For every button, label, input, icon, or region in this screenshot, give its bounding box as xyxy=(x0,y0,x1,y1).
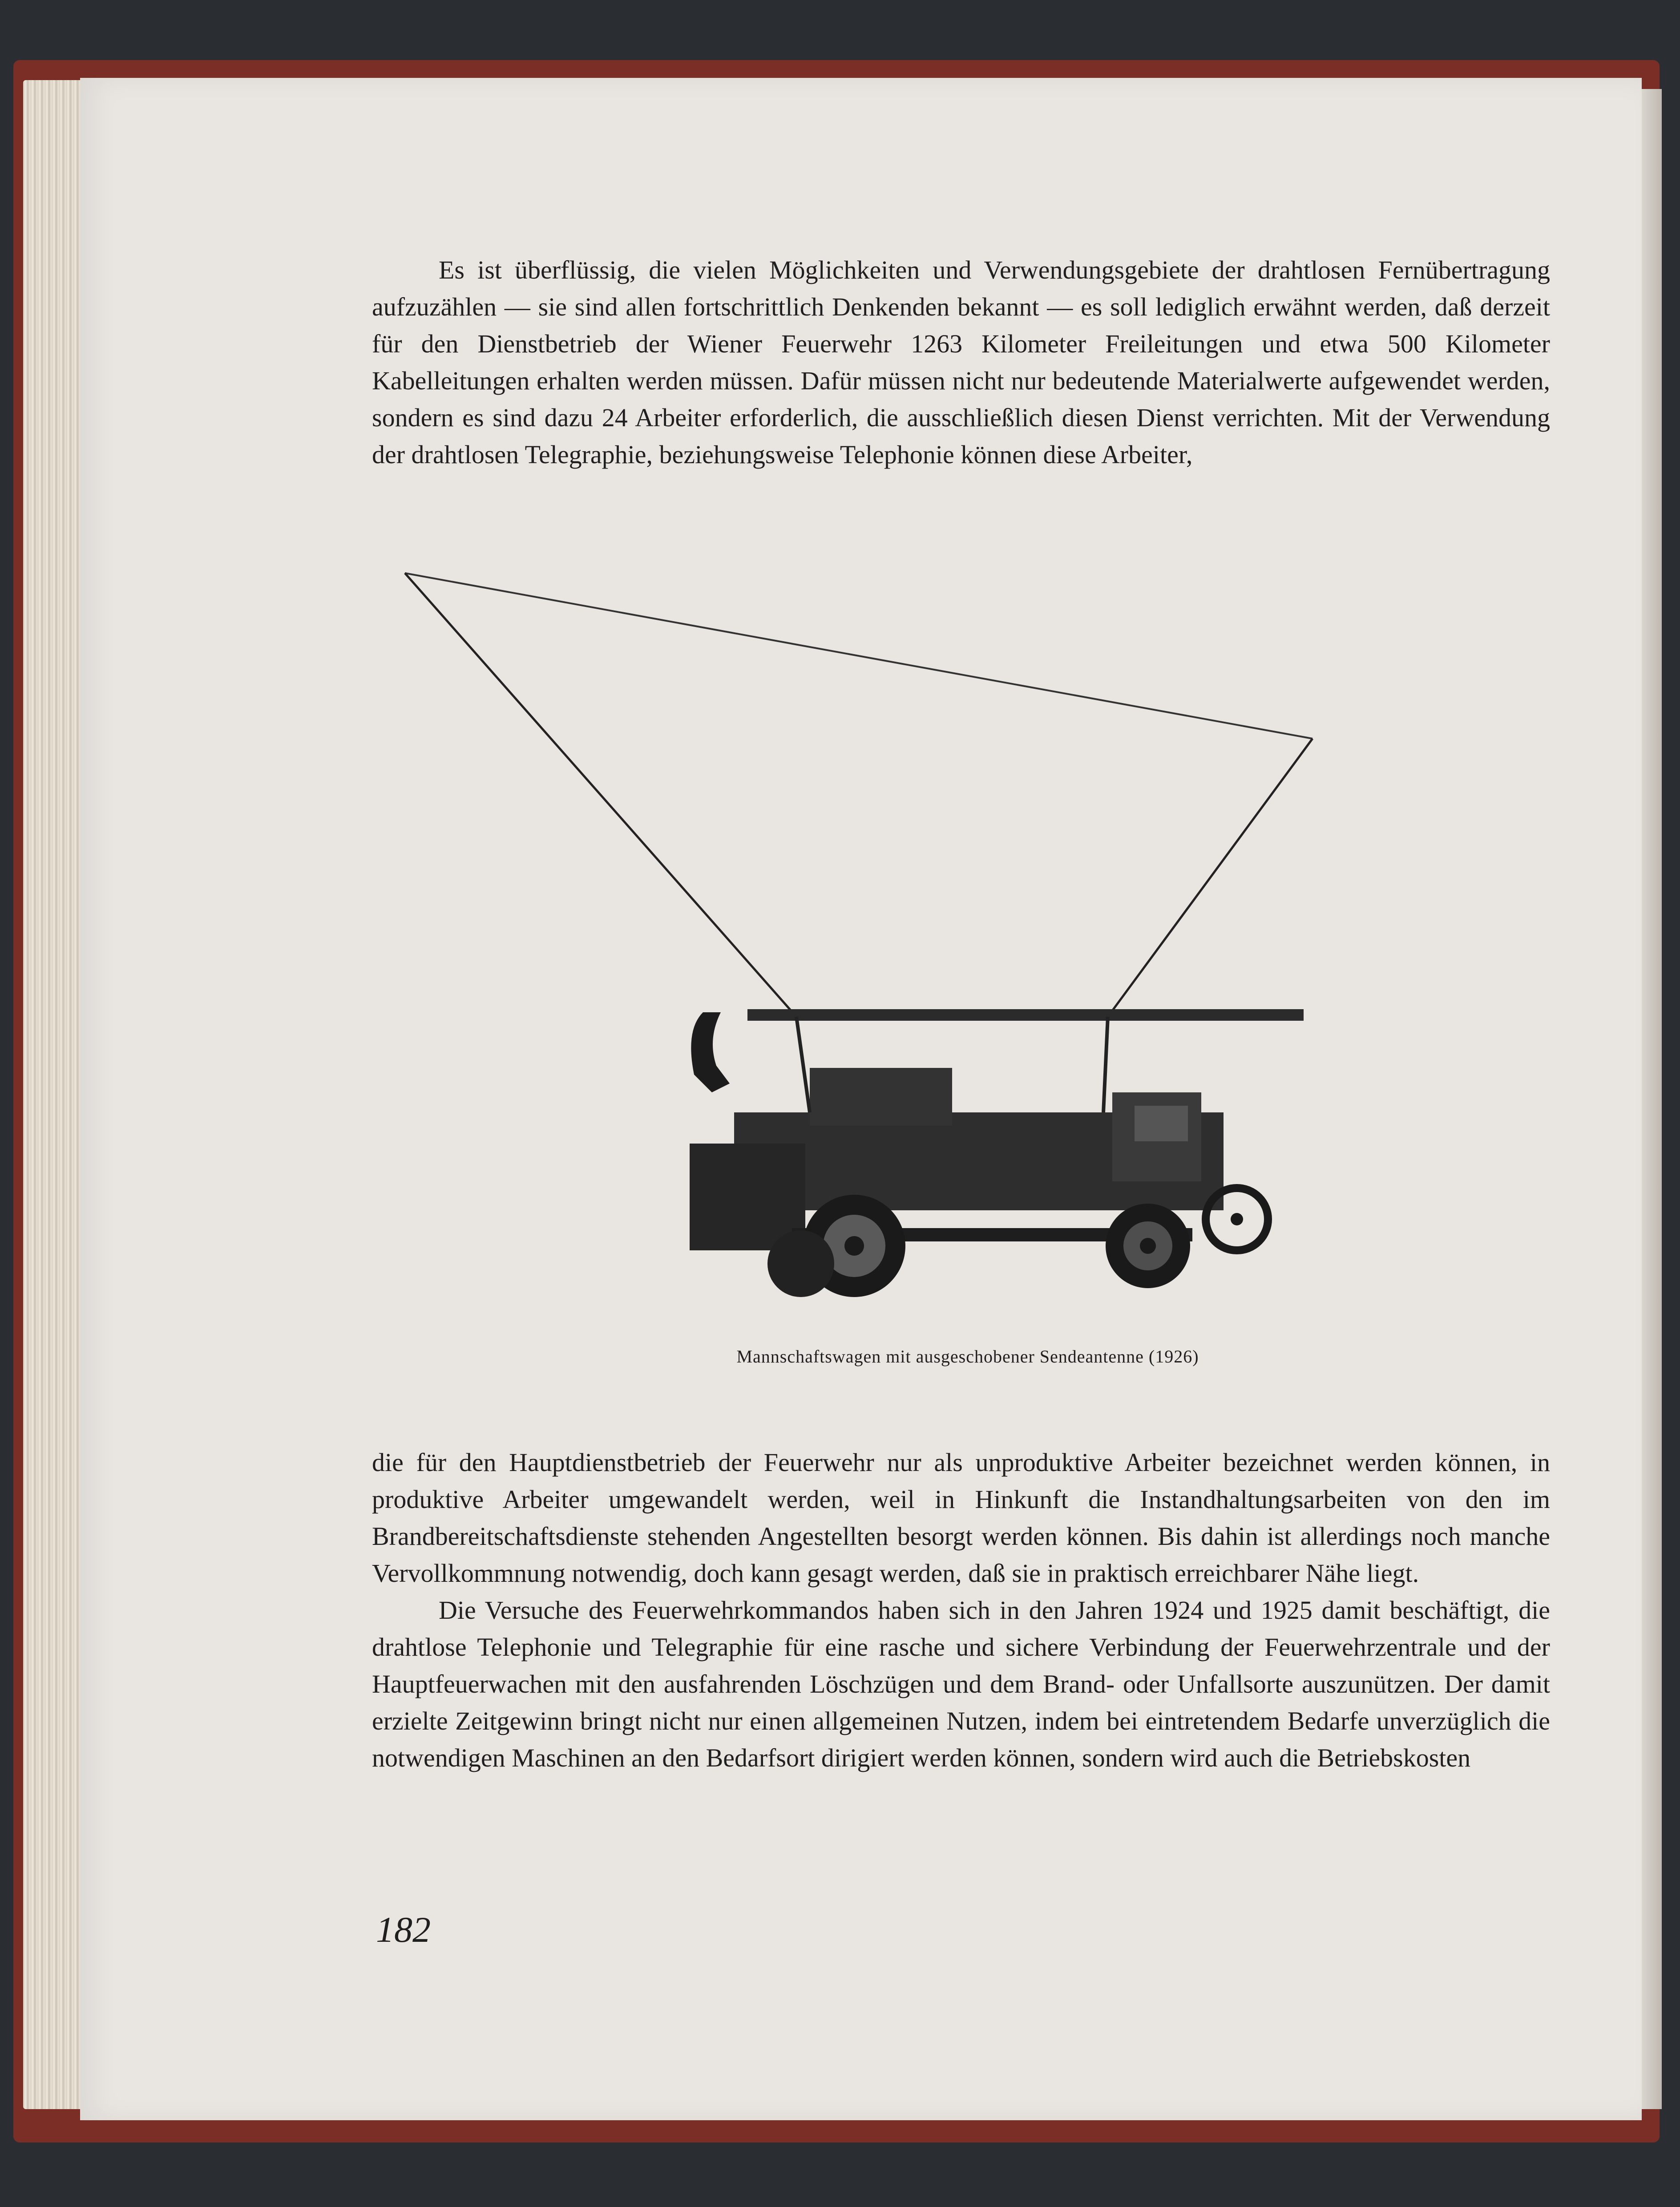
antenna-right-mast xyxy=(1108,739,1312,1017)
truck-front-post xyxy=(1103,1017,1108,1112)
page-right-edge xyxy=(1642,89,1662,2109)
paragraph-bottom: Die Versuche des Feuerwehrkommandos haben sich in den Jahren 1924 und 1925 damit beschäftigt, die drahtlose Telephonie und Telegraphie für eine rasche und sichere Verbindung der Feuerwehrzentrale und der Hauptfeuerwachen mit den ausfahrenden Löschzügen und dem Brand- oder Unfallsorte auszunützen. Der damit erzielte Zeitgewinn bringt nicht nur einen allgemeinen Nutzen, indem bei eintretendem Bedarfe unverzüglich die notwendigen Maschinen an den Bedarfsort dirigiert werden können, sondern wird auch die Betriebskosten xyxy=(372,1596,1550,1772)
truck-hidden-wheel xyxy=(767,1230,834,1297)
paragraph-top: Es ist überflüssig, die vielen Möglichkeiten und Verwendungsgebiete der drahtlosen Fernübertragung aufzuzählen — sie sind allen fortschrittlich Denkenden bekannt — es soll lediglich erwähnt werden, daß derzeit für den Dienstbetrieb der Wiener Feuerwehr 1263 Kilometer Freileitungen und etwa 500 Kilometer Kabelleitungen erhalten werden müssen. Dafür müssen nicht nur bedeutende Materialwerte aufgewendet werden, sondern es sind dazu 24 Arbeiter erforderlich, die ausschließlich diesen Dienst verrichten. Mit der Verwendung der drahtlosen Telegraphie, beziehungsweise Telephonie können diese Arbeiter, xyxy=(372,255,1550,469)
paragraph-continued: die für den Hauptdienstbetrieb der Feuerwehr nur als unproduktive Arbeiter bezeichnet werden können, in produktive Arbeiter umgewandelt werden, weil in Hinkunft die Instandhaltungsarbeiten von den im Brandbereitschaftsdienste stehenden Angestellten besorgt werden können. Bis dahin ist allerdings noch manche Vervollkommnung notwendig, doch kann gesagt werden, daß sie in praktisch erreichbarer Nähe liegt. xyxy=(372,1448,1550,1588)
truck-radiator xyxy=(1135,1106,1188,1141)
antenna-left-mast xyxy=(405,573,796,1017)
fire-truck-illustration xyxy=(347,534,1548,1406)
figure-caption: Mannschaftswagen mit ausgeschobener Sendeantenne (1926) xyxy=(736,1346,1199,1366)
truck-seat xyxy=(810,1068,952,1126)
page-number: 182 xyxy=(376,1909,431,1950)
truck-roof-rack xyxy=(747,1009,1304,1021)
truck-front-wheel xyxy=(1106,1204,1190,1288)
text-block-top xyxy=(372,251,1550,473)
truck-rear-post xyxy=(796,1017,810,1112)
antenna-top-wire xyxy=(405,573,1312,739)
truck-hose-reel xyxy=(691,1012,730,1092)
text-block-bottom xyxy=(372,1444,1550,1776)
truck-spare-wheel xyxy=(1206,1188,1268,1250)
figure-fire-truck-antenna xyxy=(347,534,1548,1406)
